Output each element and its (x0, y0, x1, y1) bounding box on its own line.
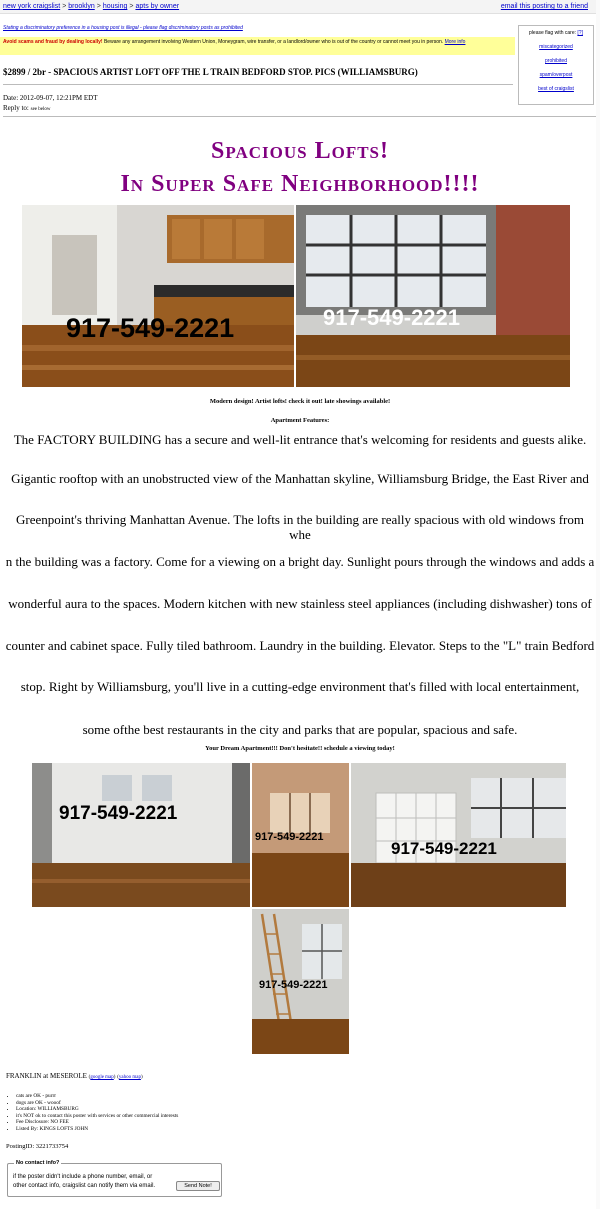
send-note-button[interactable]: Send Note! (176, 1181, 220, 1191)
breadcrumb-separator: > (96, 3, 101, 10)
flag-box-header (519, 30, 593, 36)
phone-number-overlay: 917-549-2221 (323, 305, 461, 330)
google-map-link[interactable]: google map (90, 1075, 114, 1080)
headline-safe-neighborhood: In Super Safe Neighborhood!!!! (120, 171, 480, 197)
breadcrumb-brooklyn[interactable]: brooklyn (68, 3, 95, 10)
flag-box (518, 25, 594, 105)
description-paragraph: some ofthe best restaurants in the city and parks that are popular, spacious and safe. (82, 722, 518, 737)
list-item: • it's NOT ok to contact this poster with services or other commercial interests (16, 1113, 178, 1120)
list-item: • dogs are OK - wooof (16, 1100, 178, 1107)
date-label: Date: (3, 94, 19, 102)
contact-box-text (13, 1173, 183, 1191)
contact-box-line: if the poster didn't include a phone number, email, or (13, 1174, 153, 1180)
divider (3, 84, 513, 85)
posting-title: $2899 / 2br - SPACIOUS ARTIST LOFT OFF THE L TRAIN BEDFORD STOP. PICS (WILLIAMSBURG) (3, 67, 418, 77)
photo-windows[interactable] (296, 205, 570, 387)
breadcrumb-apts-by-owner[interactable]: apts by owner (135, 3, 180, 10)
posting-meta (3, 93, 98, 115)
yahoo-map-link[interactable]: yahoo map (118, 1075, 141, 1080)
location-line: FRANKLIN at MESEROLE (google map) (yahoo map) (6, 1072, 143, 1080)
phone-number-overlay: 917-549-2221 (255, 831, 324, 843)
photo-shelving-image (351, 763, 566, 907)
page-scrollbar[interactable] (596, 0, 600, 1209)
description-paragraph: stop. Right by Williamsburg, you'll live in a cutting-edge environment that's filled with local entertainment, (20, 679, 580, 694)
description-paragraph: Gigantic rooftop with an unobstructed view of the Manhattan skyline, Williamsburg Bridge, the East River and (11, 471, 589, 486)
caption-modern-design: Modern design! Artist lofts! check it out! late showings available! (209, 398, 391, 405)
top-bar (0, 0, 600, 14)
photo-kitchen-image (22, 205, 294, 387)
more-info-link[interactable]: More info (444, 39, 466, 45)
breadcrumb (3, 3, 179, 10)
posting-date: 2012-09-07, 12:21PM EDT (19, 94, 98, 102)
photo-ladder[interactable] (252, 909, 349, 1054)
breadcrumb-new-york[interactable]: new york craigslist (3, 3, 61, 10)
reply-value: see below (30, 107, 51, 112)
posting-id: PostingID: 3221733754 (6, 1143, 69, 1150)
photo-living-room[interactable] (32, 763, 250, 907)
breadcrumb-housing[interactable]: housing (102, 3, 128, 10)
reply-label: Reply to: (3, 104, 29, 112)
photo-brick-loft[interactable] (252, 763, 349, 907)
flag-prohibited[interactable]: prohibited (545, 58, 567, 64)
phone-number-overlay: 917-549-2221 (59, 803, 178, 824)
photo-windows-image (296, 205, 570, 387)
photo-kitchen[interactable] (22, 205, 294, 387)
phone-number-overlay: 917-549-2221 (259, 979, 328, 991)
list-item: • Listed By: KINGS LOFTS JOHN (16, 1126, 178, 1133)
discrimination-warning-link[interactable]: Stating a discriminatory preference in a housing post is illegal - please flag discriminatory posts as prohibited (3, 25, 243, 31)
flag-miscategorized[interactable]: miscategorized (539, 44, 573, 50)
description-paragraph: wonderful aura to the spaces. Modern kitchen with new stainless steel appliances (including dishwasher) tons of (8, 596, 592, 611)
attributes-list (8, 1093, 178, 1133)
phone-number-overlay: 917-549-2221 (66, 313, 235, 343)
description-paragraph: Greenpoint's thriving Manhattan Avenue. The lofts in the building are really spacious with old windows from whe (16, 512, 584, 542)
scam-warning-text: Beware any arrangement involving Western Union, Moneygram, wire transfer, or a landlord/owner who is out of the country or cannot meet you in person. (103, 39, 444, 45)
breadcrumb-separator: > (62, 3, 67, 10)
flag-help-link[interactable]: [?] (577, 30, 583, 36)
breadcrumb-separator: > (129, 3, 134, 10)
list-item: • Fee Disclosure: NO FEE (16, 1119, 178, 1126)
flag-spam-overpost[interactable]: spam/overpost (539, 72, 573, 78)
caption-apartment-features: Apartment Features: (270, 417, 330, 424)
description-paragraph: counter and cabinet space. Fully tiled bathroom. Laundry in the building. Elevator. Steps to the "L" train Bedford (5, 638, 595, 653)
description-paragraph: n the building was a factory. Come for a viewing on a bright day. Sunlight pours through the windows and adds a (5, 554, 595, 569)
phone-number-overlay: 917-549-2221 (391, 839, 497, 858)
list-item: • Location: WILLIAMSBURG (16, 1106, 178, 1113)
contact-box-line: other contact info, craigslist can notify them via email. (13, 1183, 156, 1189)
scam-warning-box (0, 37, 515, 55)
caption-dream-apartment: Your Dream Apartment!!! Don't hesitate!! schedule a viewing today! (205, 745, 395, 752)
contact-box-legend: No contact info? (16, 1160, 60, 1166)
contact-box (7, 1160, 222, 1197)
flag-header-text: please flag with care: (529, 30, 577, 36)
posting-date-row (3, 93, 98, 103)
flag-best-of[interactable]: best of craigslist (538, 86, 574, 92)
email-to-friend-link[interactable]: email this posting to a friend (500, 3, 588, 10)
photo-living-room-image (32, 763, 250, 907)
headline-spacious-lofts: Spacious Lofts! (211, 138, 389, 164)
description-paragraph: The FACTORY BUILDING has a secure and well-lit entrance that's welcoming for residents and guests alike. (13, 432, 587, 447)
photo-shelving[interactable] (351, 763, 566, 907)
scam-warning-title: Avoid scams and fraud by dealing locally! (3, 39, 103, 45)
location-text: FRANKLIN at MESEROLE (6, 1072, 87, 1080)
list-item: • cats are OK - purrr (16, 1093, 178, 1100)
reply-row (3, 103, 98, 115)
